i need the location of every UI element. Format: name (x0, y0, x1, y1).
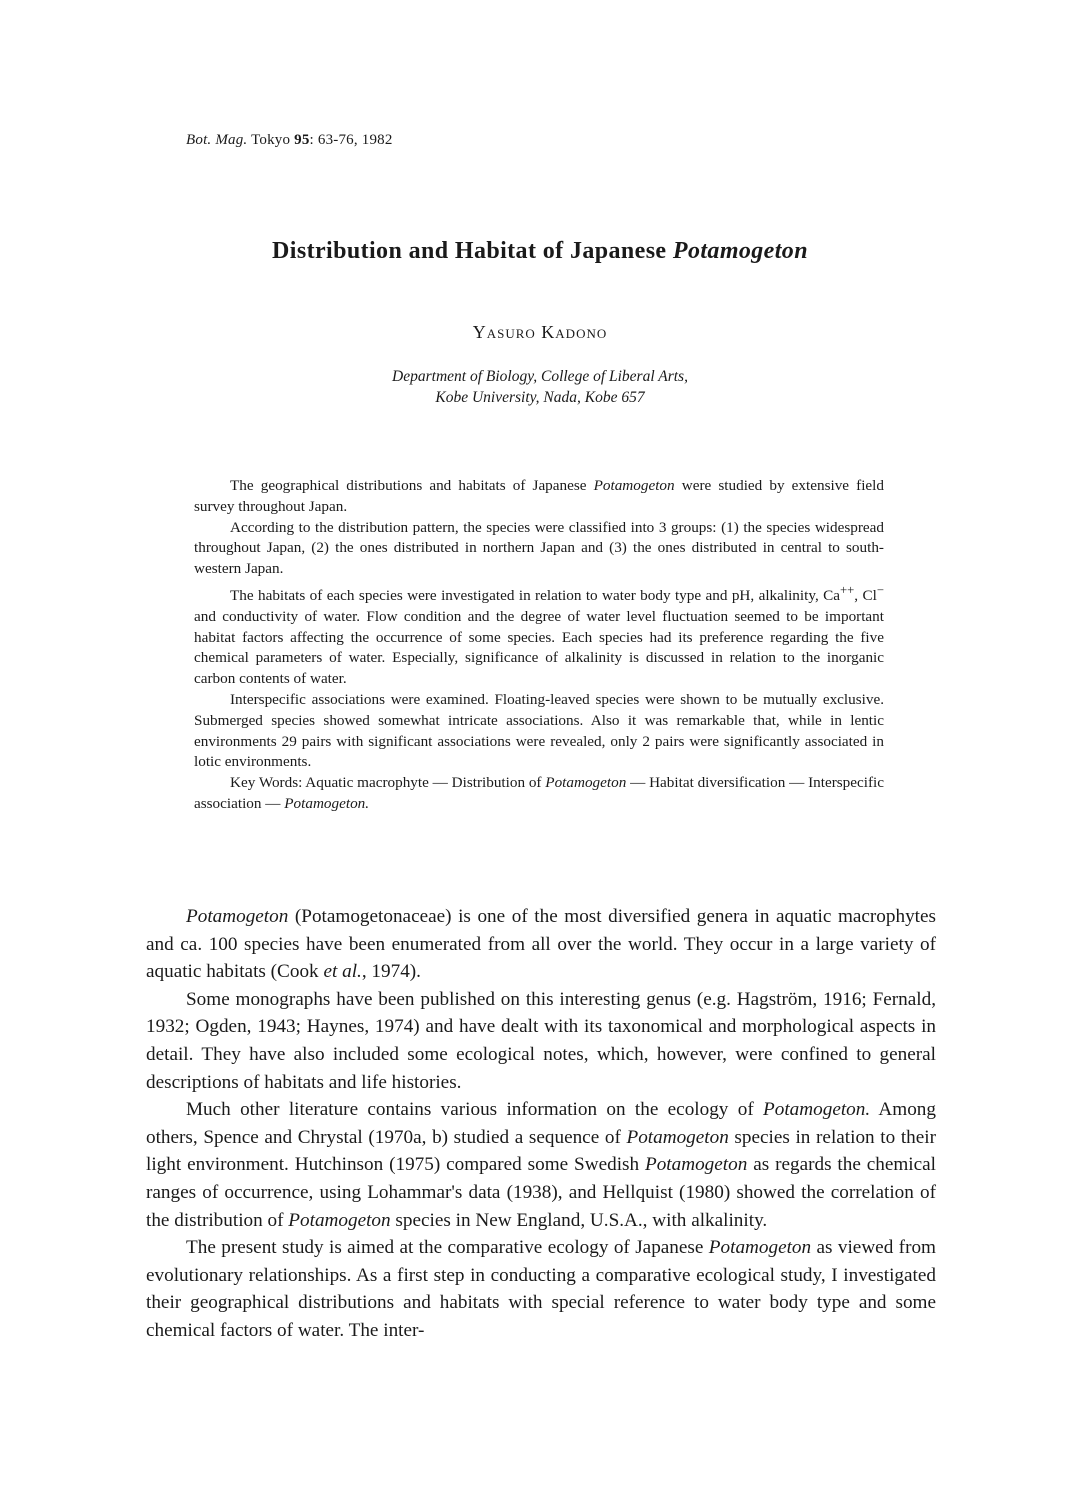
title-text: Distribution and Habitat of Japanese (272, 238, 673, 264)
affiliation-line-2: Kobe University, Nada, Kobe 657 (435, 389, 645, 406)
abstract (194, 476, 884, 815)
author-name: Yasuro Kadono (472, 322, 608, 342)
body-text: as viewed from evolutionary relationships. As a first step in conducting a comparative ecological study, I investigated their geographical distributions and habitats with special reference to water body type and some chemical factors of water. The inter- (146, 1237, 936, 1341)
abstract-paragraph: According to the distribution pattern, the species were classified into 3 groups: (1) the species widespread throughout Japan, (2) the ones distributed in northern Japan and (3) the ones distributed in central to south-western Japan. (194, 518, 884, 578)
body-text: species in relation to their light environment. Hutchinson (1975) compared some Swedish (146, 1126, 936, 1176)
citation-volume: 95 (294, 132, 310, 148)
journal-name: Bot. Mag. (186, 132, 248, 148)
citation-city: Tokyo (247, 132, 295, 148)
key-words-text: Aquatic macrophyte — Distribution of (302, 774, 546, 792)
journal-citation (186, 132, 393, 149)
genus-name: Potamogeton (186, 906, 289, 927)
key-words-label: Key Words: (230, 774, 303, 792)
body-paragraph (146, 1096, 936, 1234)
superscript: ++ (840, 582, 855, 597)
genus-name: Potamogeton (644, 1154, 748, 1176)
abstract-paragraph: Interspecific associations were examined. Floating-leaved species were shown to be mutually exclusive. Submerged species showed somewhat intricate associations. Also it was remarkable that, while in lentic environments 29 pairs with significant associations were revealed, only 2 pairs were significantly associated in lotic environments. (194, 691, 884, 771)
body-text: , 1974). (361, 961, 421, 983)
body-text: (Potamogetonaceae) is one of the most diversified genera in aquatic macrophytes and ca. 100 species have been enumerated from all over the world. They occur in a large variety of aquatic habitats (Cook (146, 906, 936, 983)
genus-name: Potamogeton (708, 1237, 812, 1259)
affiliation (0, 366, 1080, 408)
abstract-text: , Cl (854, 587, 877, 605)
abstract-text: were studied by extensive field survey throughout Japan. (194, 477, 884, 515)
body-paragraph (146, 903, 936, 986)
key-words-text: — Habitat diversification — Interspecific association — (194, 774, 884, 813)
article-title (0, 238, 1080, 265)
body-paragraph (146, 1234, 936, 1344)
body-text: as regards the chemical ranges of occurrence, using Lohammar's data (1938), and Hellquist (1980) showed the correlation of the distribution of (146, 1154, 936, 1231)
abstract-paragraph (194, 476, 884, 518)
main-text (146, 903, 936, 1345)
genus-name: Potamogeton. (763, 1099, 871, 1121)
body-paragraph: Some monographs have been published on this interesting genus (e.g. Hagström, 1916; Fernald, 1932; Ogden, 1943; Haynes, 1974) and have dealt with its taxonomical and morphological aspects in detail. They have also included some ecological notes, which, however, were confined to general descriptions of habitats and life histories. (146, 988, 936, 1093)
title-genus: Potamogeton (672, 238, 808, 264)
affiliation-line-1: Department of Biology, College of Liberal Arts, (392, 368, 688, 385)
abstract-text: The habitats of each species were investigated in relation to water body type and pH, alkalinity, Ca (230, 587, 841, 605)
body-text: Among others, Spence and Chrystal (1970a, b) studied a sequence of (146, 1099, 936, 1148)
body-text: The present study is aimed at the comparative ecology of Japanese (186, 1237, 709, 1259)
citation-pages-year: : 63-76, 1982 (309, 132, 393, 148)
genus-name: Potamogeton (626, 1126, 729, 1148)
superscript: − (876, 582, 884, 597)
et-al: et al. (323, 961, 362, 983)
abstract-text: The geographical distributions and habitats of Japanese (230, 477, 594, 494)
body-text: species in New England, U.S.A., with alkalinity. (390, 1209, 768, 1231)
body-text: Much other literature contains various information on the ecology of (186, 1099, 764, 1121)
genus-name: Potamogeton (545, 774, 627, 792)
key-words (194, 773, 884, 815)
genus-name: Potamogeton (593, 477, 675, 494)
abstract-paragraph (194, 580, 884, 690)
abstract-text: and conductivity of water. Flow condition and the degree of water level fluctuation seemed to be important habitat factors affecting the occurrence of some species. Each species had its preference regarding the five chemical parameters of water. Especially, significance of alkalinity is discussed in relation to the inorganic carbon contents of water. (194, 607, 884, 688)
genus-name: Potamogeton. (284, 795, 370, 813)
genus-name: Potamogeton (288, 1209, 391, 1231)
